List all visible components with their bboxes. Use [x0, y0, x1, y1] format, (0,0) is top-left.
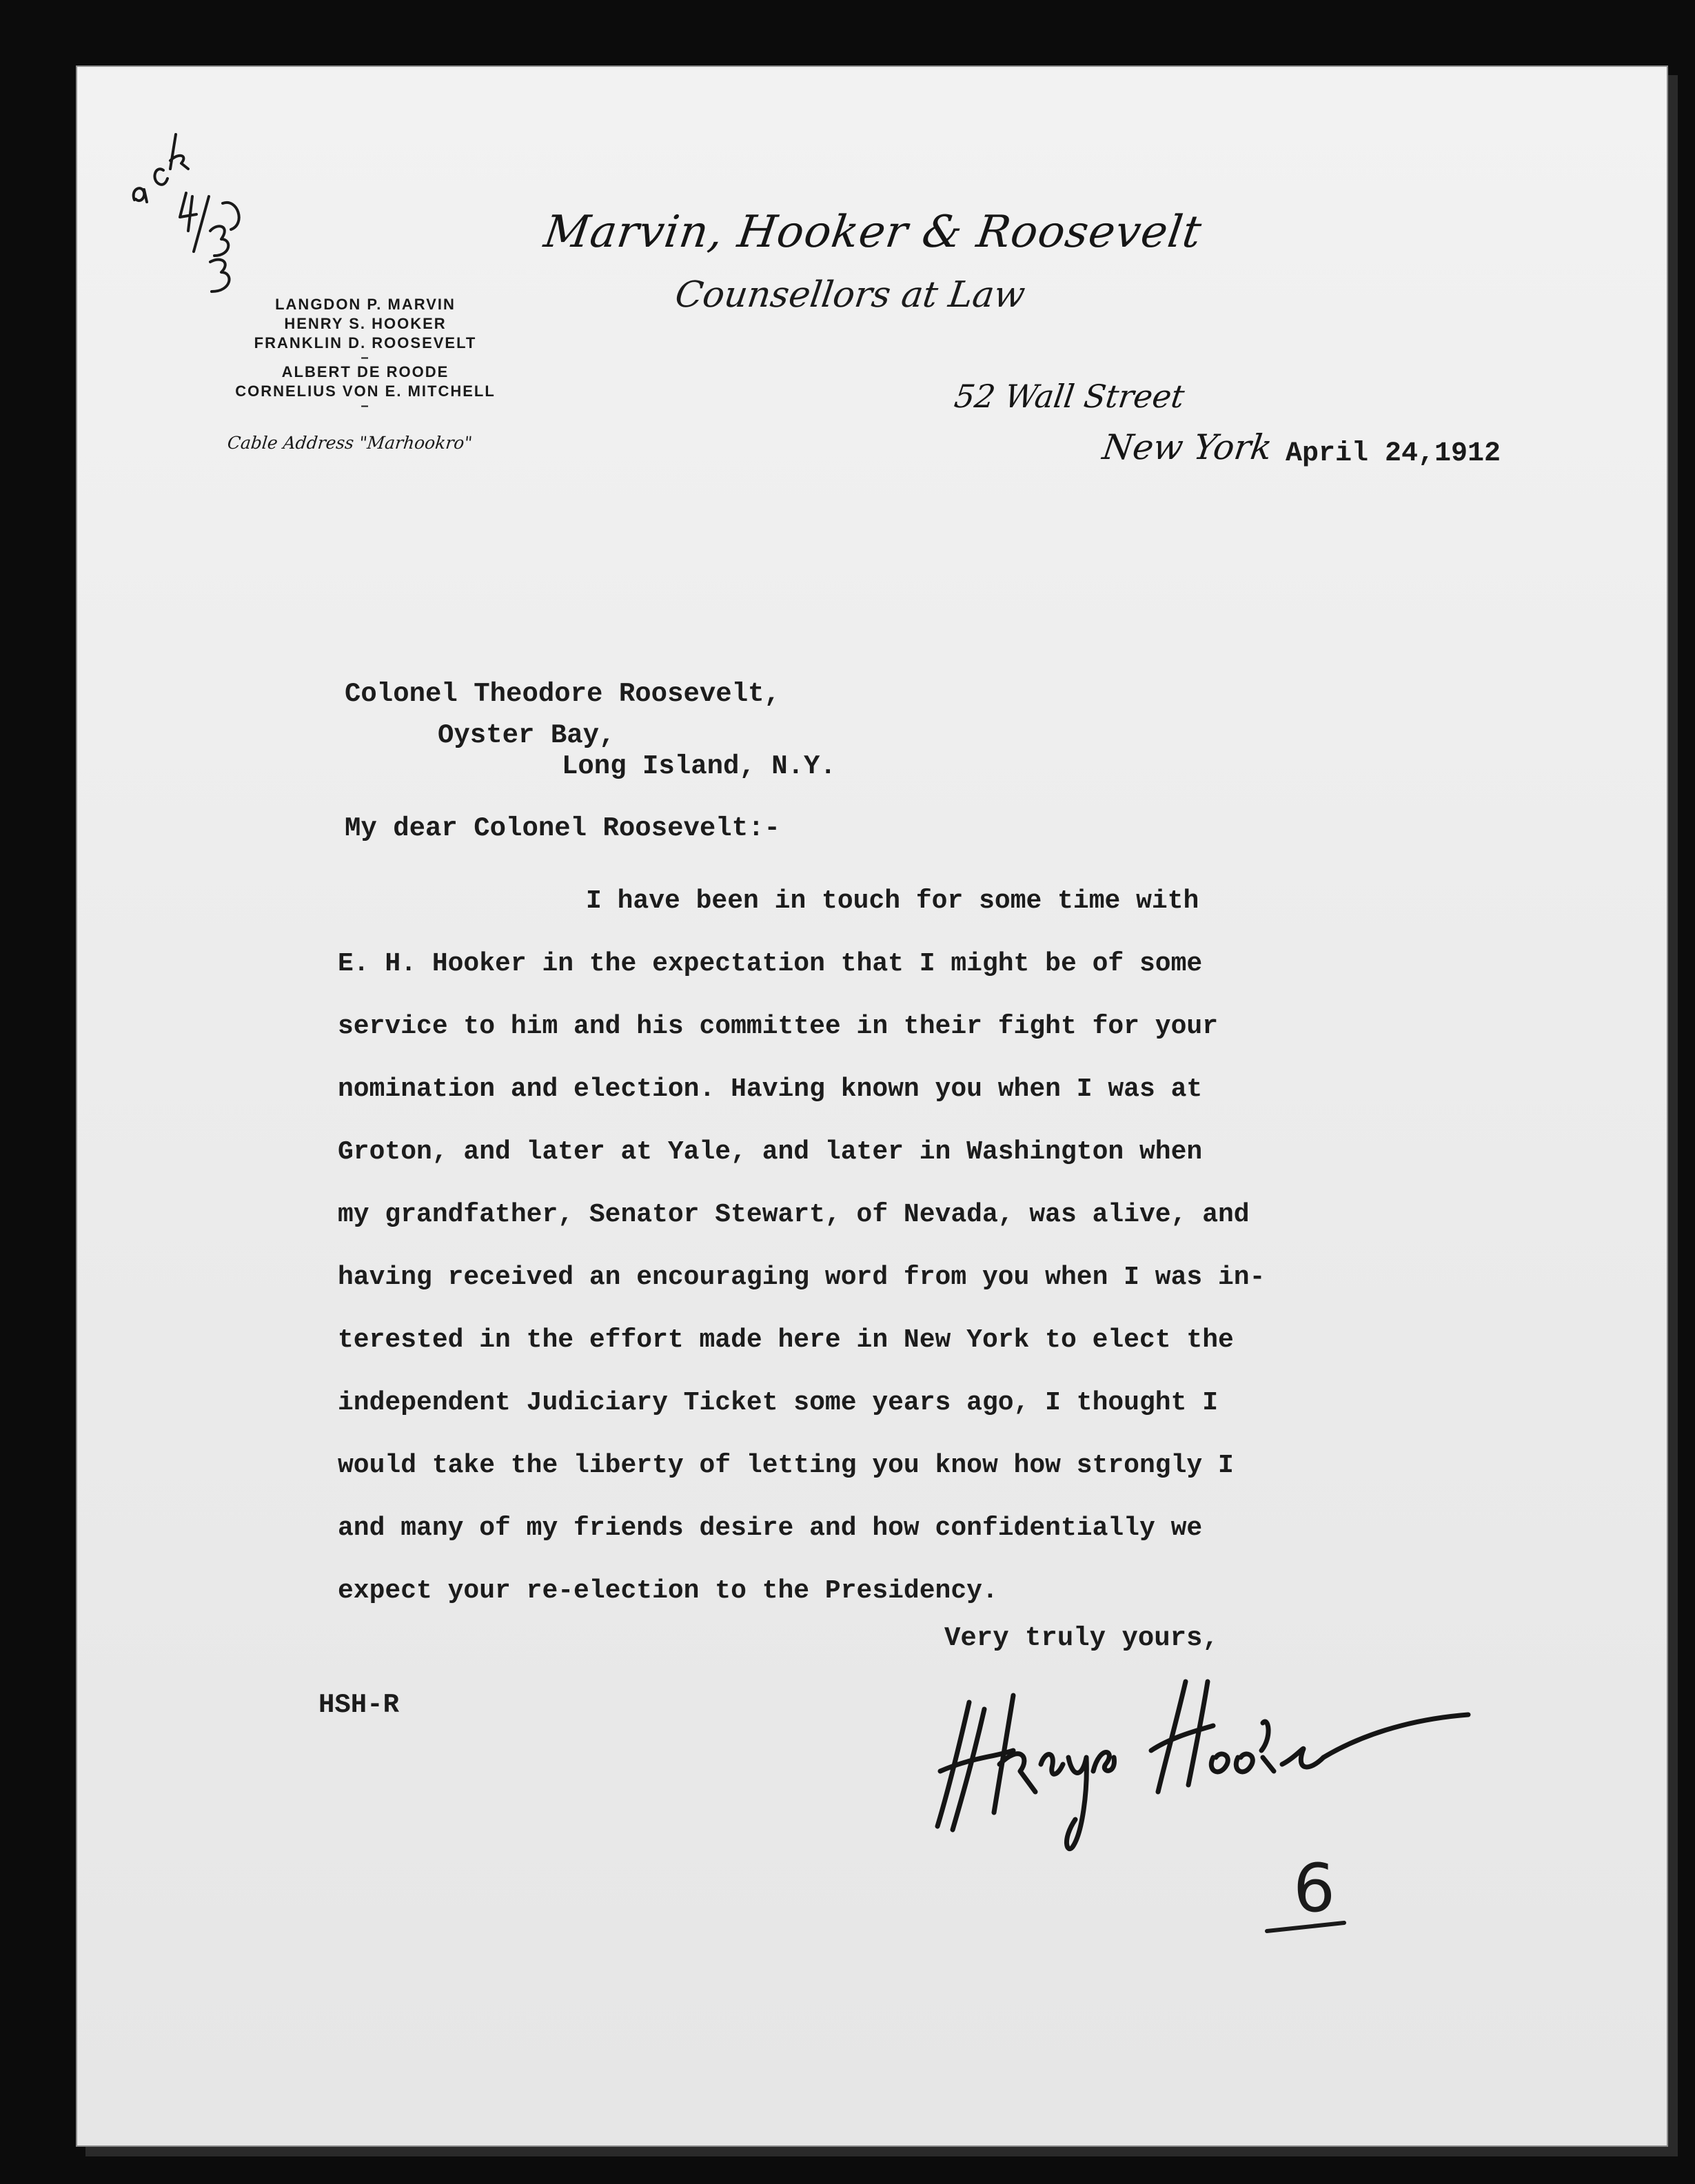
partner-name: HENRY S. HOOKER — [284, 315, 447, 332]
body-line: service to him and his committee in their fight for your — [338, 1012, 1219, 1041]
body-line: having received an encouraging word from you when I was in- — [338, 1263, 1266, 1292]
letter-body — [338, 870, 1503, 1622]
recipient-address-line: Long Island, N.Y. — [562, 751, 836, 782]
partner-separator: – — [361, 350, 370, 365]
body-line: I have been in touch for some time with — [586, 886, 1199, 916]
partner-list — [227, 295, 503, 414]
firm-name: Marvin, Hooker & Roosevelt — [540, 207, 1205, 258]
body-line: Groton, and later at Yale, and later in Washington when — [338, 1137, 1203, 1167]
street-address: 52 Wall Street — [952, 378, 1187, 415]
partner-name: FRANKLIN D. ROOSEVELT — [254, 334, 477, 351]
recipient-name: Colonel Theodore Roosevelt, — [345, 679, 780, 709]
city: New York — [1099, 427, 1275, 467]
page-number-underline — [1261, 1854, 1358, 1937]
body-line: would take the liberty of letting you know how strongly I — [338, 1451, 1234, 1480]
body-line: and many of my friends desire and how confidentially we — [338, 1513, 1203, 1543]
associate-name: ALBERT DE ROODE — [281, 363, 449, 380]
salutation: My dear Colonel Roosevelt:- — [345, 813, 780, 844]
recipient-address-line: Oyster Bay, — [438, 720, 616, 751]
firm-subtitle: Counsellors at Law — [672, 274, 1028, 316]
handwritten-signature — [910, 1654, 1475, 1861]
associate-separator: – — [361, 398, 370, 414]
handwritten-ack-note — [121, 121, 252, 300]
cable-address: Cable Address "Marhookro" — [226, 433, 474, 453]
partner-name: LANGDON P. MARVIN — [275, 296, 456, 313]
body-line: nomination and election. Having known you when I was at — [338, 1074, 1203, 1104]
page-number: 6 — [1293, 1850, 1336, 1927]
letter-date: April 24,1912 — [1286, 438, 1501, 469]
closing: Very truly yours, — [944, 1623, 1219, 1653]
body-line: terested in the effort made here in New York to elect the — [338, 1325, 1234, 1355]
body-line: E. H. Hooker in the expectation that I might be of some — [338, 949, 1203, 979]
associate-name: CORNELIUS VON E. MITCHELL — [235, 382, 496, 400]
body-line: expect your re-election to the Presidency. — [338, 1576, 998, 1606]
page-number-mark — [1261, 1850, 1358, 1937]
body-line: my grandfather, Senator Stewart, of Nevada, was alive, and — [338, 1200, 1250, 1229]
typist-initials: HSH-R — [318, 1690, 400, 1720]
body-line: independent Judiciary Ticket some years ago, I thought I — [338, 1388, 1219, 1418]
